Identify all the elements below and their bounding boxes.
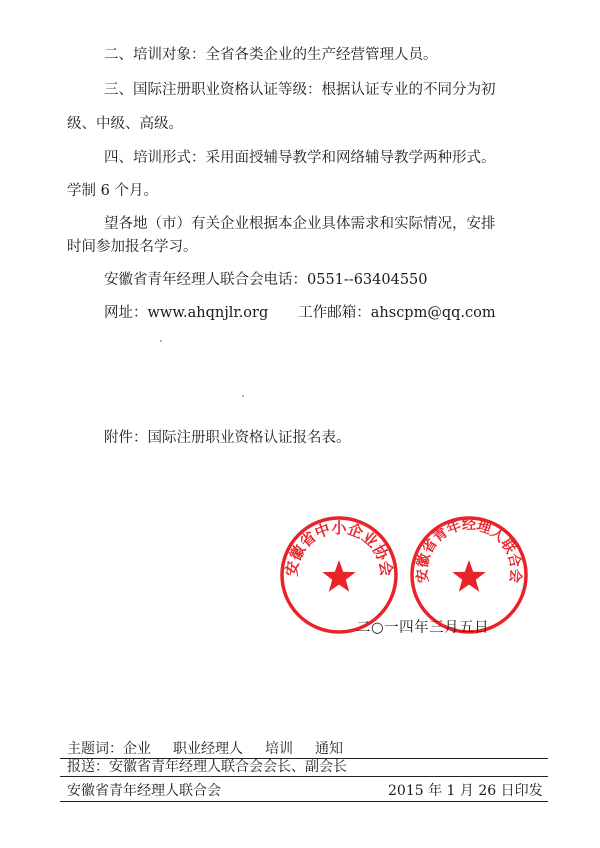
footer-divider [60, 801, 548, 802]
seal-arc-text: 安徽省中小企业协会 [282, 519, 396, 578]
item-training-form-line1: 四、培训形式：采用面授辅导教学和网络辅导教学两种形式。 [104, 150, 496, 166]
seal-arc-text: 安徽省青年经理人联合会 [414, 517, 524, 584]
request-line1: 望各地（市）有关企业根据本企业具体需求和实际情况，安排 [104, 216, 496, 232]
seal-star-icon [452, 560, 485, 592]
seal-star-icon [322, 560, 355, 592]
keywords-label: 主题词： [67, 741, 123, 757]
website-link[interactable]: 网址：www.ahqnjlr.org [104, 305, 269, 321]
item-training-form-line2: 学制 6 个月。 [67, 183, 158, 199]
keyword: 通知 [315, 741, 343, 757]
attachment-note: 附件：国际注册职业资格认证报名表。 [104, 430, 351, 446]
item-certification-level-line1: 三、国际注册职业资格认证等级：根据认证专业的不同分为初 [104, 82, 496, 98]
keyword: 职业经理人 [173, 741, 243, 757]
request-line2: 时间参加报名学习。 [67, 239, 198, 255]
issuer-name: 安徽省青年经理人联合会 [67, 783, 221, 799]
report-to-line: 报送：安徽省青年经理人联合会会长、副会长 [67, 759, 347, 775]
item-training-target: 二、培训对象：全省各类企业的生产经营管理人员。 [104, 47, 438, 63]
scan-speck [242, 395, 244, 397]
item-certification-level-line2: 级、中级、高级。 [67, 116, 183, 132]
footer-divider [60, 776, 548, 777]
scan-speck [160, 340, 162, 342]
printed-date: 2015 年 1 月 26 日印发 [388, 783, 543, 799]
contact-web-email [104, 303, 496, 323]
contact-phone: 安徽省青年经理人联合会电话：0551--63404550 [104, 272, 428, 288]
keyword: 培训 [265, 741, 293, 757]
keyword: 企业 [123, 741, 151, 757]
email-link[interactable]: 工作邮箱：ahscpm@qq.com [298, 305, 496, 321]
keywords-line [67, 740, 343, 758]
issue-date: 二○一四年三月五日 [356, 620, 490, 636]
